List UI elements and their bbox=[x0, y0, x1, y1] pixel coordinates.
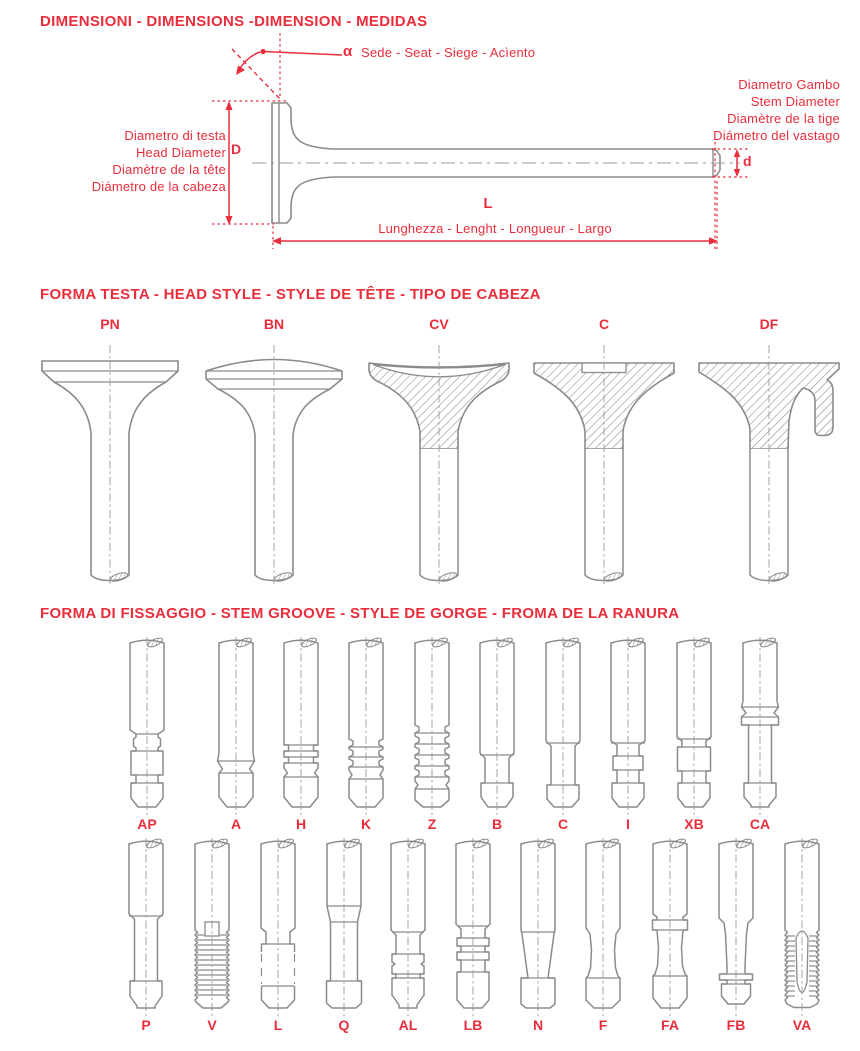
head-style-title: FORMA TESTA - HEAD STYLE - STYLE DE TÊTE - TIPO DE CABEZA bbox=[40, 286, 541, 303]
stem-diameter-line: Diámetro del vastago bbox=[713, 128, 840, 143]
stem-groove-figure-VA bbox=[772, 838, 832, 1018]
stem-groove-figure-F bbox=[573, 838, 633, 1018]
seat-label: Sede - Seat - Siege - Acìento bbox=[361, 45, 536, 60]
length-label: Lunghezza - Lenght - Longueur - Largo bbox=[378, 221, 612, 236]
stem-diameter-label bbox=[658, 76, 840, 144]
head-style-figure-PN bbox=[30, 341, 190, 591]
stem-groove-figure-FB bbox=[706, 838, 766, 1018]
head-diameter-label bbox=[40, 127, 226, 195]
stem-groove-figure-B bbox=[467, 637, 527, 817]
stem-groove-label: FB bbox=[726, 1017, 746, 1033]
stem-groove-figure-AL bbox=[378, 838, 438, 1018]
dimensions-title: DIMENSIONI - DIMENSIONS -DIMENSION - MEDIDAS bbox=[40, 13, 428, 30]
stem-groove-figure-LB bbox=[443, 838, 503, 1018]
stem-groove-label: AL bbox=[398, 1017, 418, 1033]
stem-groove-figure-C bbox=[533, 637, 593, 817]
head-style-figure-DF bbox=[689, 341, 849, 591]
stem-groove-figure-H bbox=[271, 637, 331, 817]
stem-groove-figure-AP bbox=[117, 637, 177, 817]
stem-groove-figure-P bbox=[116, 838, 176, 1018]
stem-groove-label: H bbox=[295, 816, 307, 832]
stem-groove-label: LB bbox=[463, 1017, 483, 1033]
stem-groove-label: Q bbox=[338, 1017, 350, 1033]
stem-groove-label: F bbox=[598, 1017, 608, 1033]
stem-groove-figure-XB bbox=[664, 637, 724, 817]
stem-groove-figure-N bbox=[508, 838, 568, 1018]
head-style-figure-BN bbox=[194, 341, 354, 591]
head-diameter-line: Diametro di testa bbox=[124, 128, 226, 143]
stem-groove-title: FORMA DI FISSAGGIO - STEM GROOVE - STYLE DE GORGE - FROMA DE LA RANURA bbox=[40, 605, 680, 622]
head-style-label: BN bbox=[263, 316, 285, 332]
stem-groove-figure-Q bbox=[314, 838, 374, 1018]
head-style-label: C bbox=[598, 316, 610, 332]
stem-diameter-line: Diametro Gambo bbox=[738, 77, 840, 92]
stem-groove-label: CA bbox=[749, 816, 771, 832]
stem-groove-figure-Z bbox=[402, 637, 462, 817]
stem-groove-figure-L bbox=[248, 838, 308, 1018]
head-style-label: DF bbox=[759, 316, 779, 332]
head-style-figure-C bbox=[524, 341, 684, 591]
stem-groove-figure-CA bbox=[730, 637, 790, 817]
stem-groove-label: AP bbox=[137, 816, 157, 832]
head-style-figure-CV bbox=[359, 341, 519, 591]
stem-groove-figure-V bbox=[182, 838, 242, 1018]
head-style-label: PN bbox=[100, 316, 120, 332]
stem-groove-label: V bbox=[207, 1017, 217, 1033]
alpha-symbol: α bbox=[343, 43, 353, 60]
stem-diameter-symbol: d bbox=[743, 153, 752, 169]
length-symbol: L bbox=[483, 195, 493, 212]
head-diameter-symbol: D bbox=[231, 141, 242, 157]
stem-diameter-line: Diamètre de la tige bbox=[727, 111, 840, 126]
head-diameter-line: Diamètre de la tête bbox=[112, 162, 226, 177]
stem-groove-figure-FA bbox=[640, 838, 700, 1018]
stem-groove-label: K bbox=[360, 816, 372, 832]
head-diameter-line: Diámetro de la cabeza bbox=[91, 179, 226, 194]
stem-groove-label: L bbox=[273, 1017, 283, 1033]
head-style-label: CV bbox=[429, 316, 449, 332]
stem-groove-label: A bbox=[230, 816, 242, 832]
stem-groove-label: XB bbox=[684, 816, 704, 832]
stem-groove-label: I bbox=[626, 816, 630, 832]
stem-groove-label: B bbox=[491, 816, 503, 832]
stem-groove-label: VA bbox=[792, 1017, 812, 1033]
stem-groove-label: C bbox=[557, 816, 569, 832]
stem-groove-label: N bbox=[532, 1017, 544, 1033]
stem-groove-figure-I bbox=[598, 637, 658, 817]
stem-groove-label: FA bbox=[661, 1017, 679, 1033]
stem-groove-figure-A bbox=[206, 637, 266, 817]
stem-diameter-line: Stem Diameter bbox=[750, 94, 840, 109]
stem-groove-label: Z bbox=[427, 816, 437, 832]
head-diameter-line: Head Diameter bbox=[135, 145, 226, 160]
stem-groove-figure-K bbox=[336, 637, 396, 817]
stem-groove-label: P bbox=[141, 1017, 151, 1033]
